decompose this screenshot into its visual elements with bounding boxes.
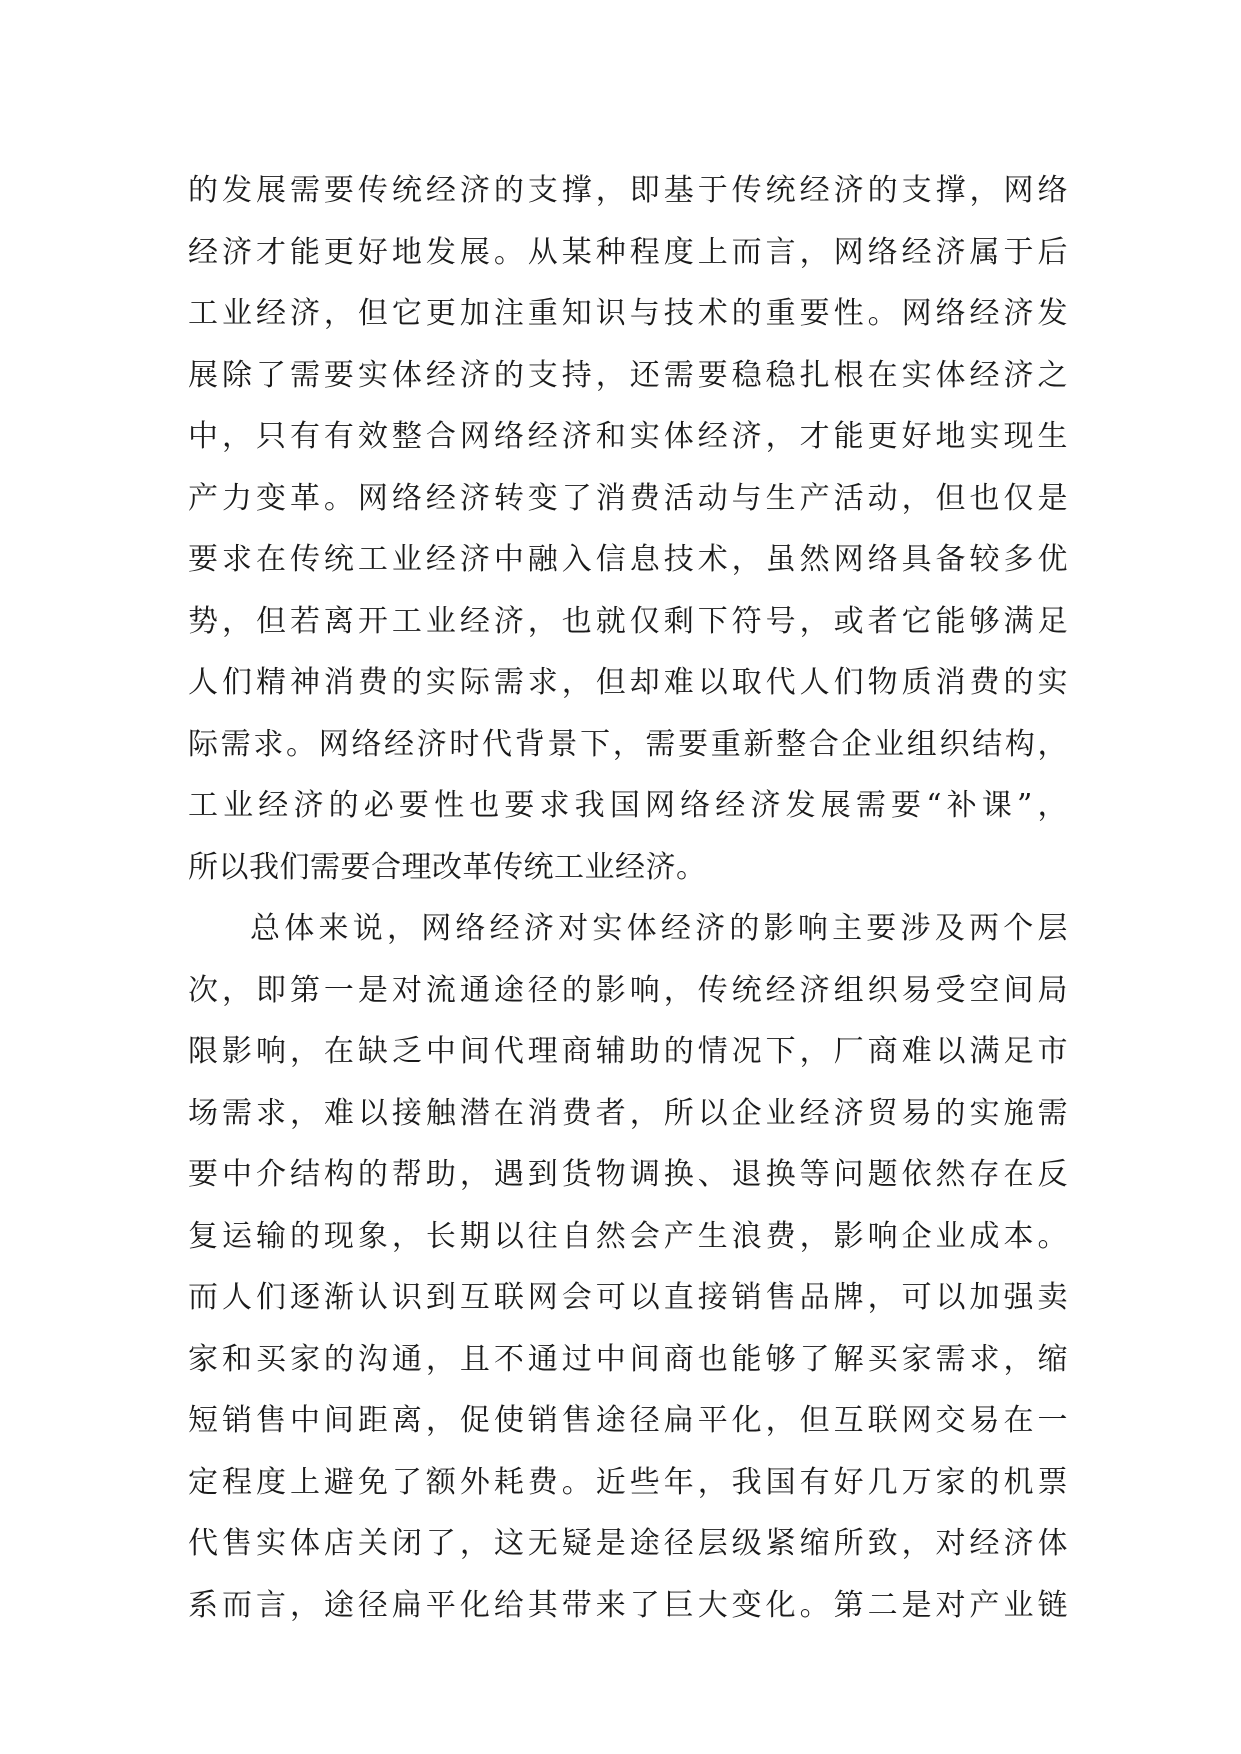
text-line: 短销售中间距离，促使销售途径扁平化，但互联网交易在一 <box>188 1403 1068 1438</box>
text-line: 系而言，途径扁平化给其带来了巨大变化。第二是对产业链 <box>188 1587 1068 1623</box>
text-line: 经济才能更好地发展。从某种程度上而言，网络经济属于后 <box>188 234 1068 270</box>
text-line: 要求在传统工业经济中融入信息技术，虽然网络具备较多优 <box>188 542 1068 577</box>
text-line: 人们精神消费的实际需求，但却难以取代人们物质消费的实 <box>188 665 1068 700</box>
text-line: 的发展需要传统经济的支撑，即基于传统经济的支撑，网络 <box>188 173 1068 208</box>
text-line: 中，只有有效整合网络经济和实体经济，才能更好地实现生 <box>188 419 1068 454</box>
text-line: 限影响，在缺乏中间代理商辅助的情况下，厂商难以满足市 <box>188 1034 1068 1069</box>
paragraph <box>188 160 1068 898</box>
text-line: 工业经济，但它更加注重知识与技术的重要性。网络经济发 <box>188 296 1068 331</box>
text-line: 所以我们需要合理改革传统工业经济。 <box>188 849 707 885</box>
text-line: 展除了需要实体经济的支持，还需要稳稳扎根在实体经济之 <box>188 357 1068 393</box>
text-line: 复运输的现象，长期以往自然会产生浪费，影响企业成本。 <box>188 1218 1068 1254</box>
body-text <box>188 160 1068 1636</box>
text-line: 势，但若离开工业经济，也就仅剩下符号，或者它能够满足 <box>188 603 1068 639</box>
text-line: 家和买家的沟通，且不通过中间商也能够了解买家需求，缩 <box>188 1341 1068 1377</box>
text-line: 际需求。网络经济时代背景下，需要重新整合企业组织结构， <box>188 726 1068 762</box>
text-line: 场需求，难以接触潜在消费者，所以企业经济贸易的实施需 <box>188 1095 1068 1131</box>
text-line: 代售实体店关闭了，这无疑是途径层级紧缩所致，对经济体 <box>188 1526 1068 1561</box>
paragraph <box>188 898 1068 1636</box>
text-line: 定程度上避免了额外耗费。近些年，我国有好几万家的机票 <box>188 1464 1068 1500</box>
text-line: 工业经济的必要性也要求我国网络经济发展需要“补课”， <box>188 788 1068 823</box>
text-line: 而人们逐渐认识到互联网会可以直接销售品牌，可以加强卖 <box>188 1280 1068 1315</box>
text-line: 次，即第一是对流通途径的影响，传统经济组织易受空间局 <box>188 972 1068 1008</box>
text-line: 要中介结构的帮助，遇到货物调换、退换等问题依然存在反 <box>188 1157 1068 1192</box>
text-line: 产力变革。网络经济转变了消费活动与生产活动，但也仅是 <box>188 480 1068 516</box>
text-line: 总体来说，网络经济对实体经济的影响主要涉及两个层 <box>250 911 1068 946</box>
